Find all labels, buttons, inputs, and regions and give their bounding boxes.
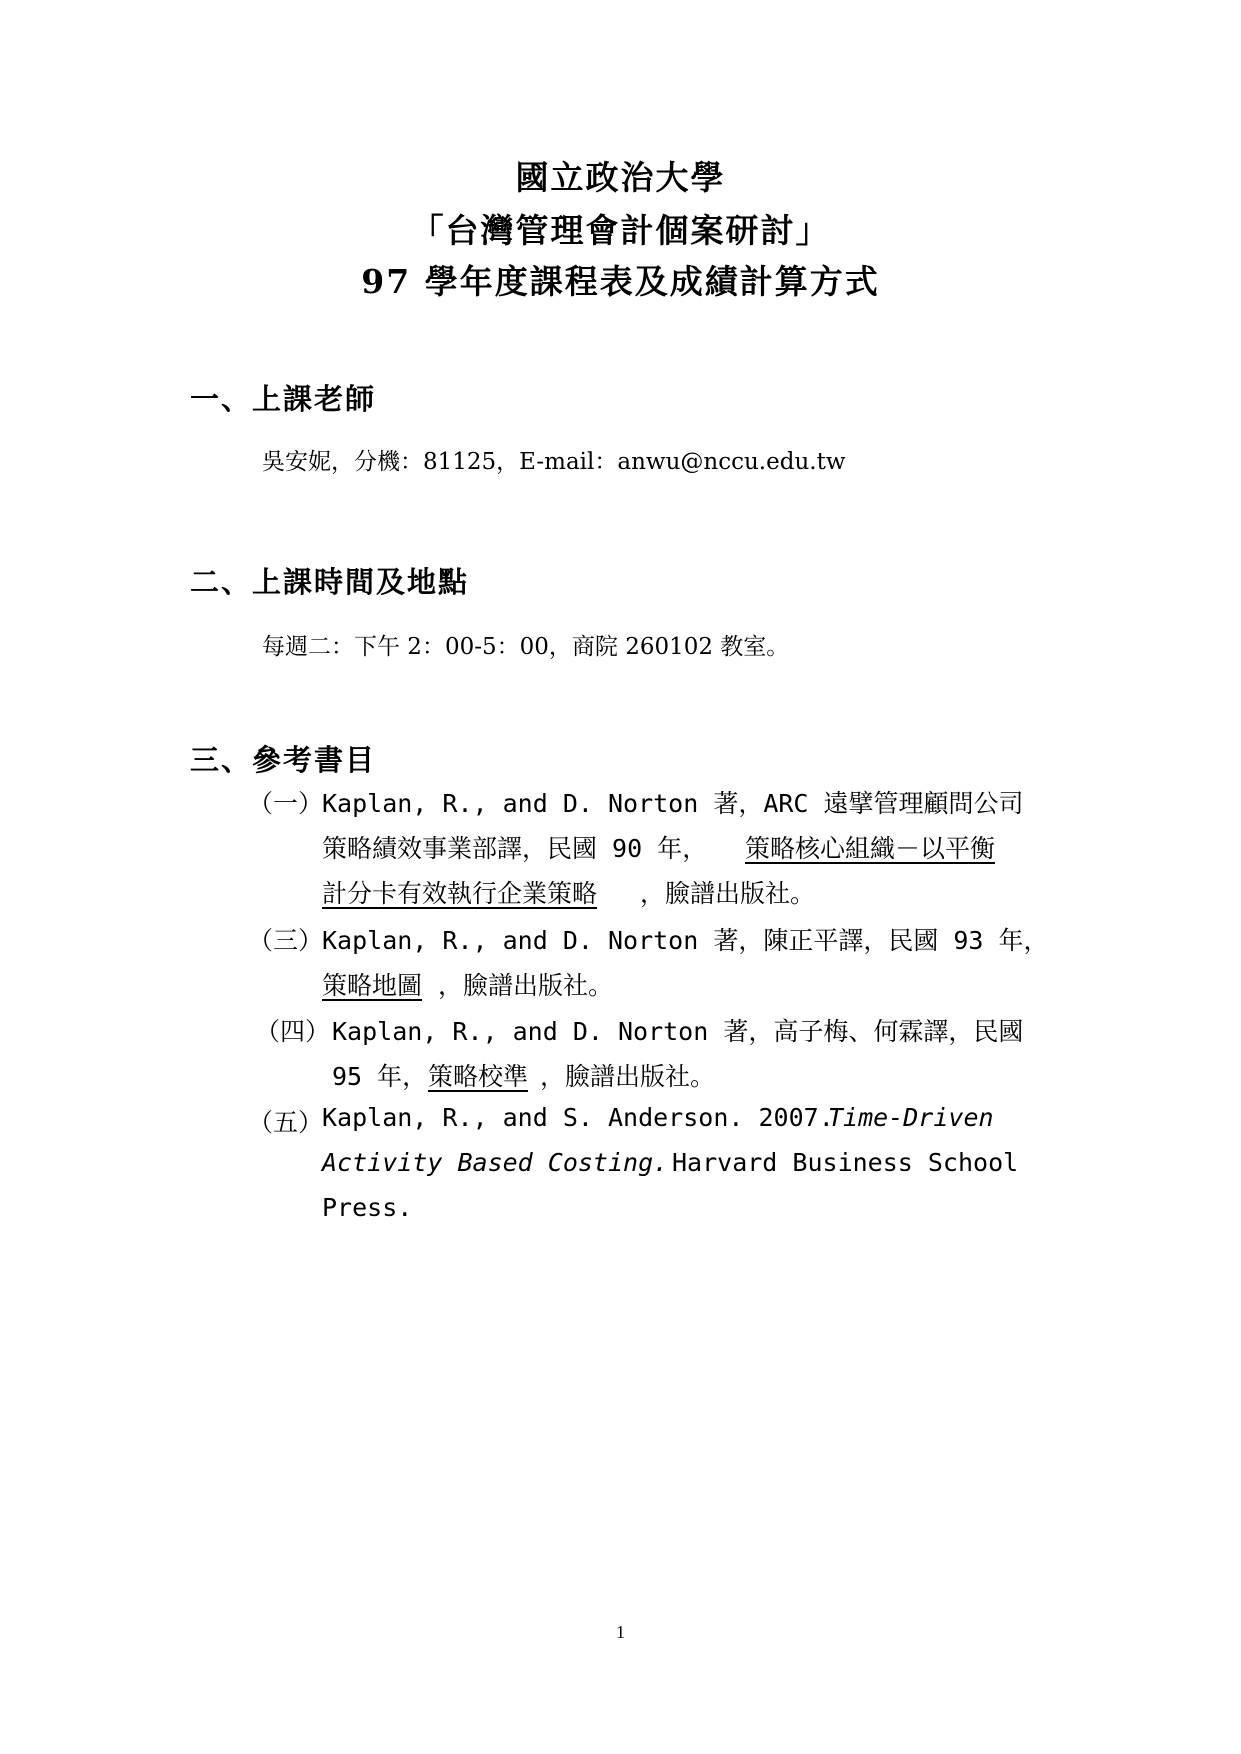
reference-book-title: Time-Driven <box>828 1103 994 1132</box>
reference-marker: （四） <box>255 1017 331 1046</box>
reference-marker: （三） <box>248 926 324 955</box>
reference-line: Harvard Business School <box>672 1148 1019 1177</box>
reference-book-title: 策略地圖 <box>322 971 423 1000</box>
reference-line: Kaplan, R., and D. Norton 著，高子梅、何霖譯，民國 <box>332 1017 1024 1046</box>
section-heading-instructor: 一、上課老師 <box>190 382 377 416</box>
reference-marker: （五） <box>248 1108 324 1137</box>
reference-book-title: 策略核心組織－以平衡 <box>745 834 996 863</box>
reference-line: ，臉譜出版社。 <box>438 971 614 1000</box>
reference-marker: （一） <box>248 789 324 818</box>
section-heading-time-place: 二、上課時間及地點 <box>190 565 470 599</box>
reference-book-title: Activity Based Costing. <box>322 1148 669 1177</box>
doc-title-subtitle: 97 學年度課程表及成績計算方式 <box>361 262 880 301</box>
instructor-info: 吳安妮，分機：81125，E-mail：anwu@nccu.edu.tw <box>262 449 846 475</box>
page-number: 1 <box>616 1622 625 1642</box>
doc-title-course: 「台灣管理會計個案研討」 <box>410 211 831 250</box>
reference-book-title: 計分卡有效執行企業策略 <box>322 879 598 908</box>
reference-line: ，臉譜出版社。 <box>640 879 816 908</box>
reference-line: Kaplan, R., and D. Norton 著，ARC 遠擘管理顧問公司 <box>322 789 1024 818</box>
reference-line: 策略績效事業部譯，民國 90 年， <box>322 834 708 863</box>
reference-line: ，臉譜出版社。 <box>540 1062 716 1091</box>
reference-line: Kaplan, R., and D. Norton 著，陳正平譯，民國 93 年， <box>322 926 1049 955</box>
reference-line: 95 年， <box>332 1062 428 1091</box>
class-time-place: 每週二：下午 2：00-5：00，商院 260102 教室。 <box>262 634 790 660</box>
reference-line: Kaplan, R., and S. Anderson. 2007. <box>322 1103 834 1132</box>
reference-line: Press. <box>322 1193 413 1222</box>
reference-book-title: 策略校準 <box>428 1062 529 1091</box>
doc-title-university: 國立政治大學 <box>515 158 726 197</box>
section-heading-references: 三、參考書目 <box>190 743 377 777</box>
